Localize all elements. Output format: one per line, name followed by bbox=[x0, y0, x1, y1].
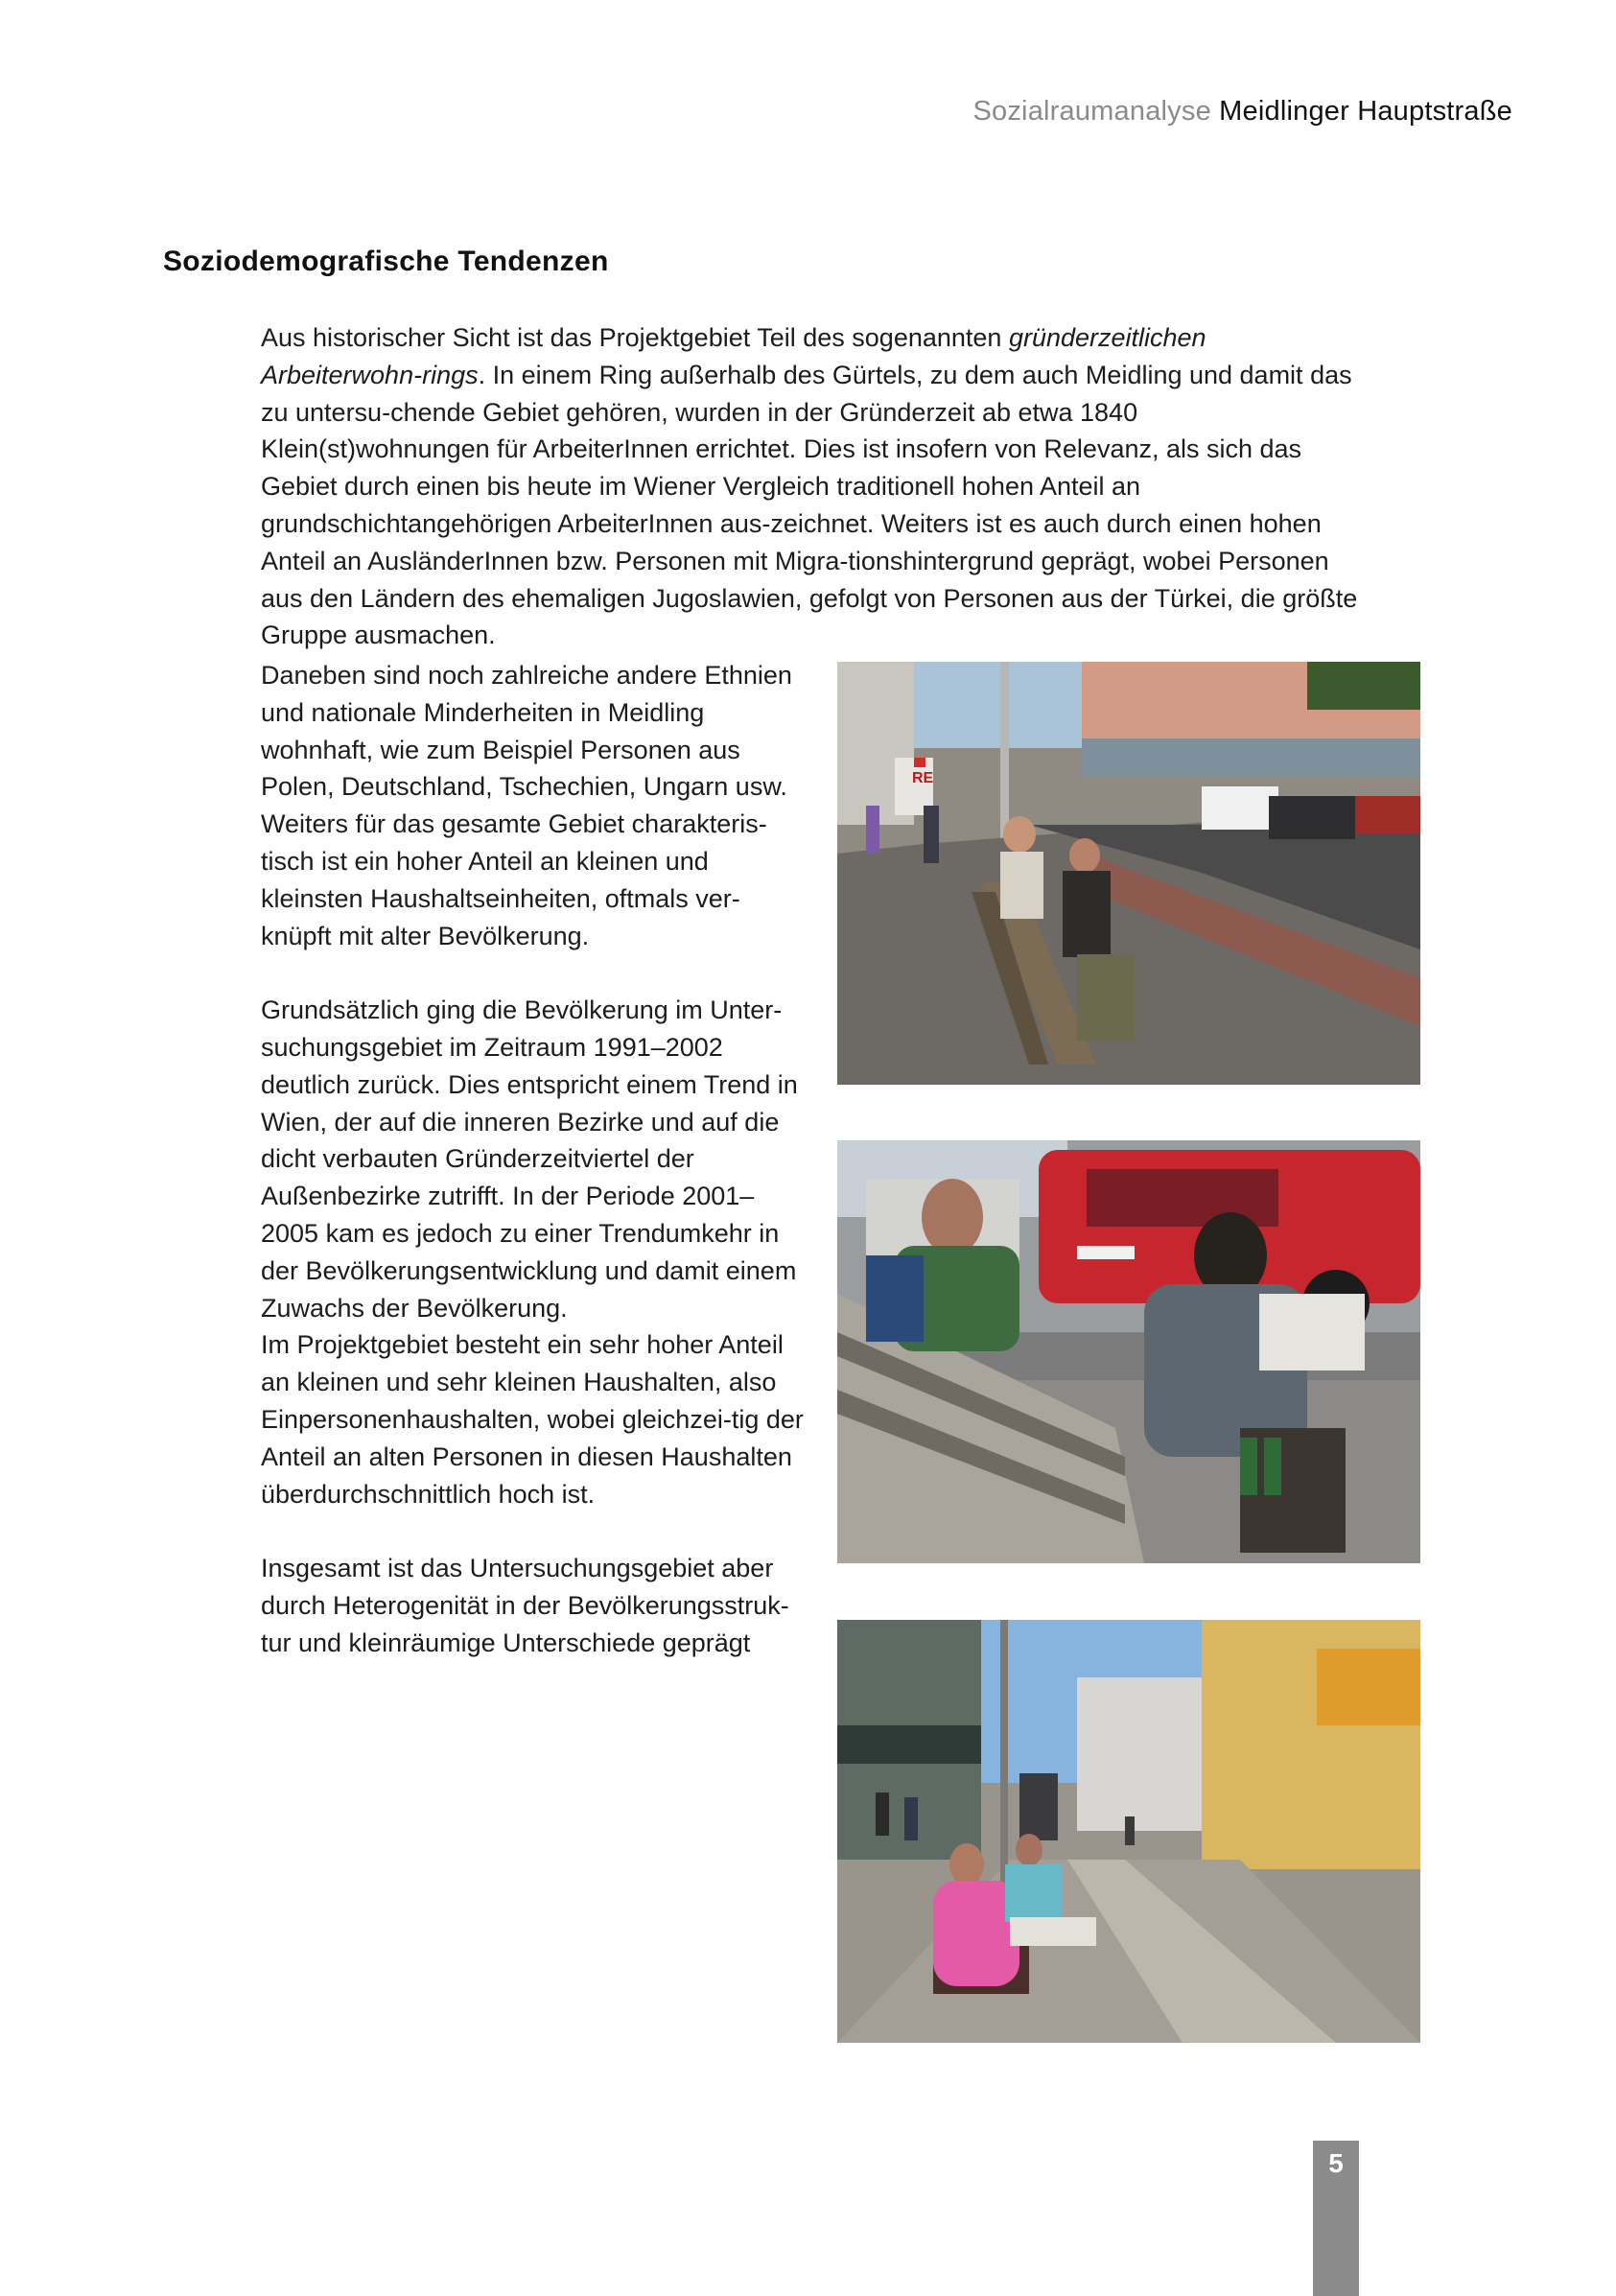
column-paragraph-population: Grundsätzlich ging die Bevölkerung im Unter-suchungsgebiet im Zeitraum 1991–2002 deutlich zurück. Dies entspricht einem Trend in Wien, der auf die inneren Bezirke und auf die dicht verbauten Gründerzeitviertel der Außenbezirke zutrifft. In der Periode 2001–2005 kam es jedoch zu einer Trendumkehr in der Bevölkerungsentwicklung und damit einem Zuwachs der Bevölkerung. bbox=[261, 996, 798, 1323]
column-paragraph-summary: Insgesamt ist das Untersuchungsgebiet aber durch Heterogenität in der Bevölkerungsstruk-tur und kleinräumige Unterschiede geprägt bbox=[261, 1554, 789, 1657]
column-paragraph-ethnicities: Daneben sind noch zahlreiche andere Ethnien und nationale Minderheiten in Meidling wohnhaft, wie zum Beispiel Personen aus Polen, Deutschland, Tschechien, Ungarn usw. Weiters für das gesamte Gebiet charakteris-tisch ist ein hoher Anteil an kleinen und kleinsten Haushaltseinheiten, oftmals ver-knüpft mit alter Bevölkerung. bbox=[261, 661, 792, 950]
photo-street-bench bbox=[837, 662, 1420, 1085]
running-header bbox=[972, 96, 1512, 128]
header-title: Meidlinger Hauptstraße bbox=[1219, 96, 1512, 127]
photo-pedestrian-street bbox=[837, 1620, 1420, 2043]
photo-street-bench-image bbox=[837, 662, 1420, 1085]
page-number-tab bbox=[1313, 2141, 1359, 2296]
photo-bench-young-men-image bbox=[837, 1140, 1420, 1563]
photo-bench-young-men bbox=[837, 1140, 1420, 1563]
photo-pedestrian-street-image bbox=[837, 1620, 1420, 2043]
page-number: 5 bbox=[1328, 2148, 1344, 2178]
photo-sign-text: RE bbox=[912, 770, 934, 786]
intro-text-start: Aus historischer Sicht ist das Projektgebiet Teil des sogenannten bbox=[261, 323, 1009, 352]
text-column bbox=[261, 657, 808, 1699]
intro-emphasis: gründerzeitlichen Arbeiterwohn-rings bbox=[261, 323, 1206, 389]
intro-paragraph bbox=[261, 319, 1364, 654]
intro-text-end: . In einem Ring außerhalb des Gürtels, zu dem auch Meidling und damit das zu untersu-chende Gebiet gehören, wurden in der Gründerzeit ab etwa 1840 Klein(st)wohnungen für ArbeiterInnen errichtet. Dies ist insofern von Relevanz, als sich das Gebiet durch einen bis heute im Wiener Vergleich traditionell hohen Anteil an grundschichtangehörigen ArbeiterInnen aus-zeichnet. Weiters ist es auch durch einen hohen Anteil an AusländerInnen bzw. Personen mit Migra-tionshintergrund geprägt, wobei Personen aus den Ländern des ehemaligen Jugoslawien, gefolgt von Personen aus der Türkei, die größte Gruppe ausmachen. bbox=[261, 360, 1358, 650]
header-prefix: Sozialraumanalyse bbox=[972, 96, 1211, 127]
section-title: Soziodemografische Tendenzen bbox=[163, 246, 609, 277]
column-paragraph-households: Im Projektgebiet besteht ein sehr hoher Anteil an kleinen und sehr kleinen Haushalten, also Einpersonenhaushalten, wobei gleichzei-tig der Anteil an alten Personen in diesen Haushalten überdurchschnittlich hoch ist. bbox=[261, 1330, 804, 1509]
